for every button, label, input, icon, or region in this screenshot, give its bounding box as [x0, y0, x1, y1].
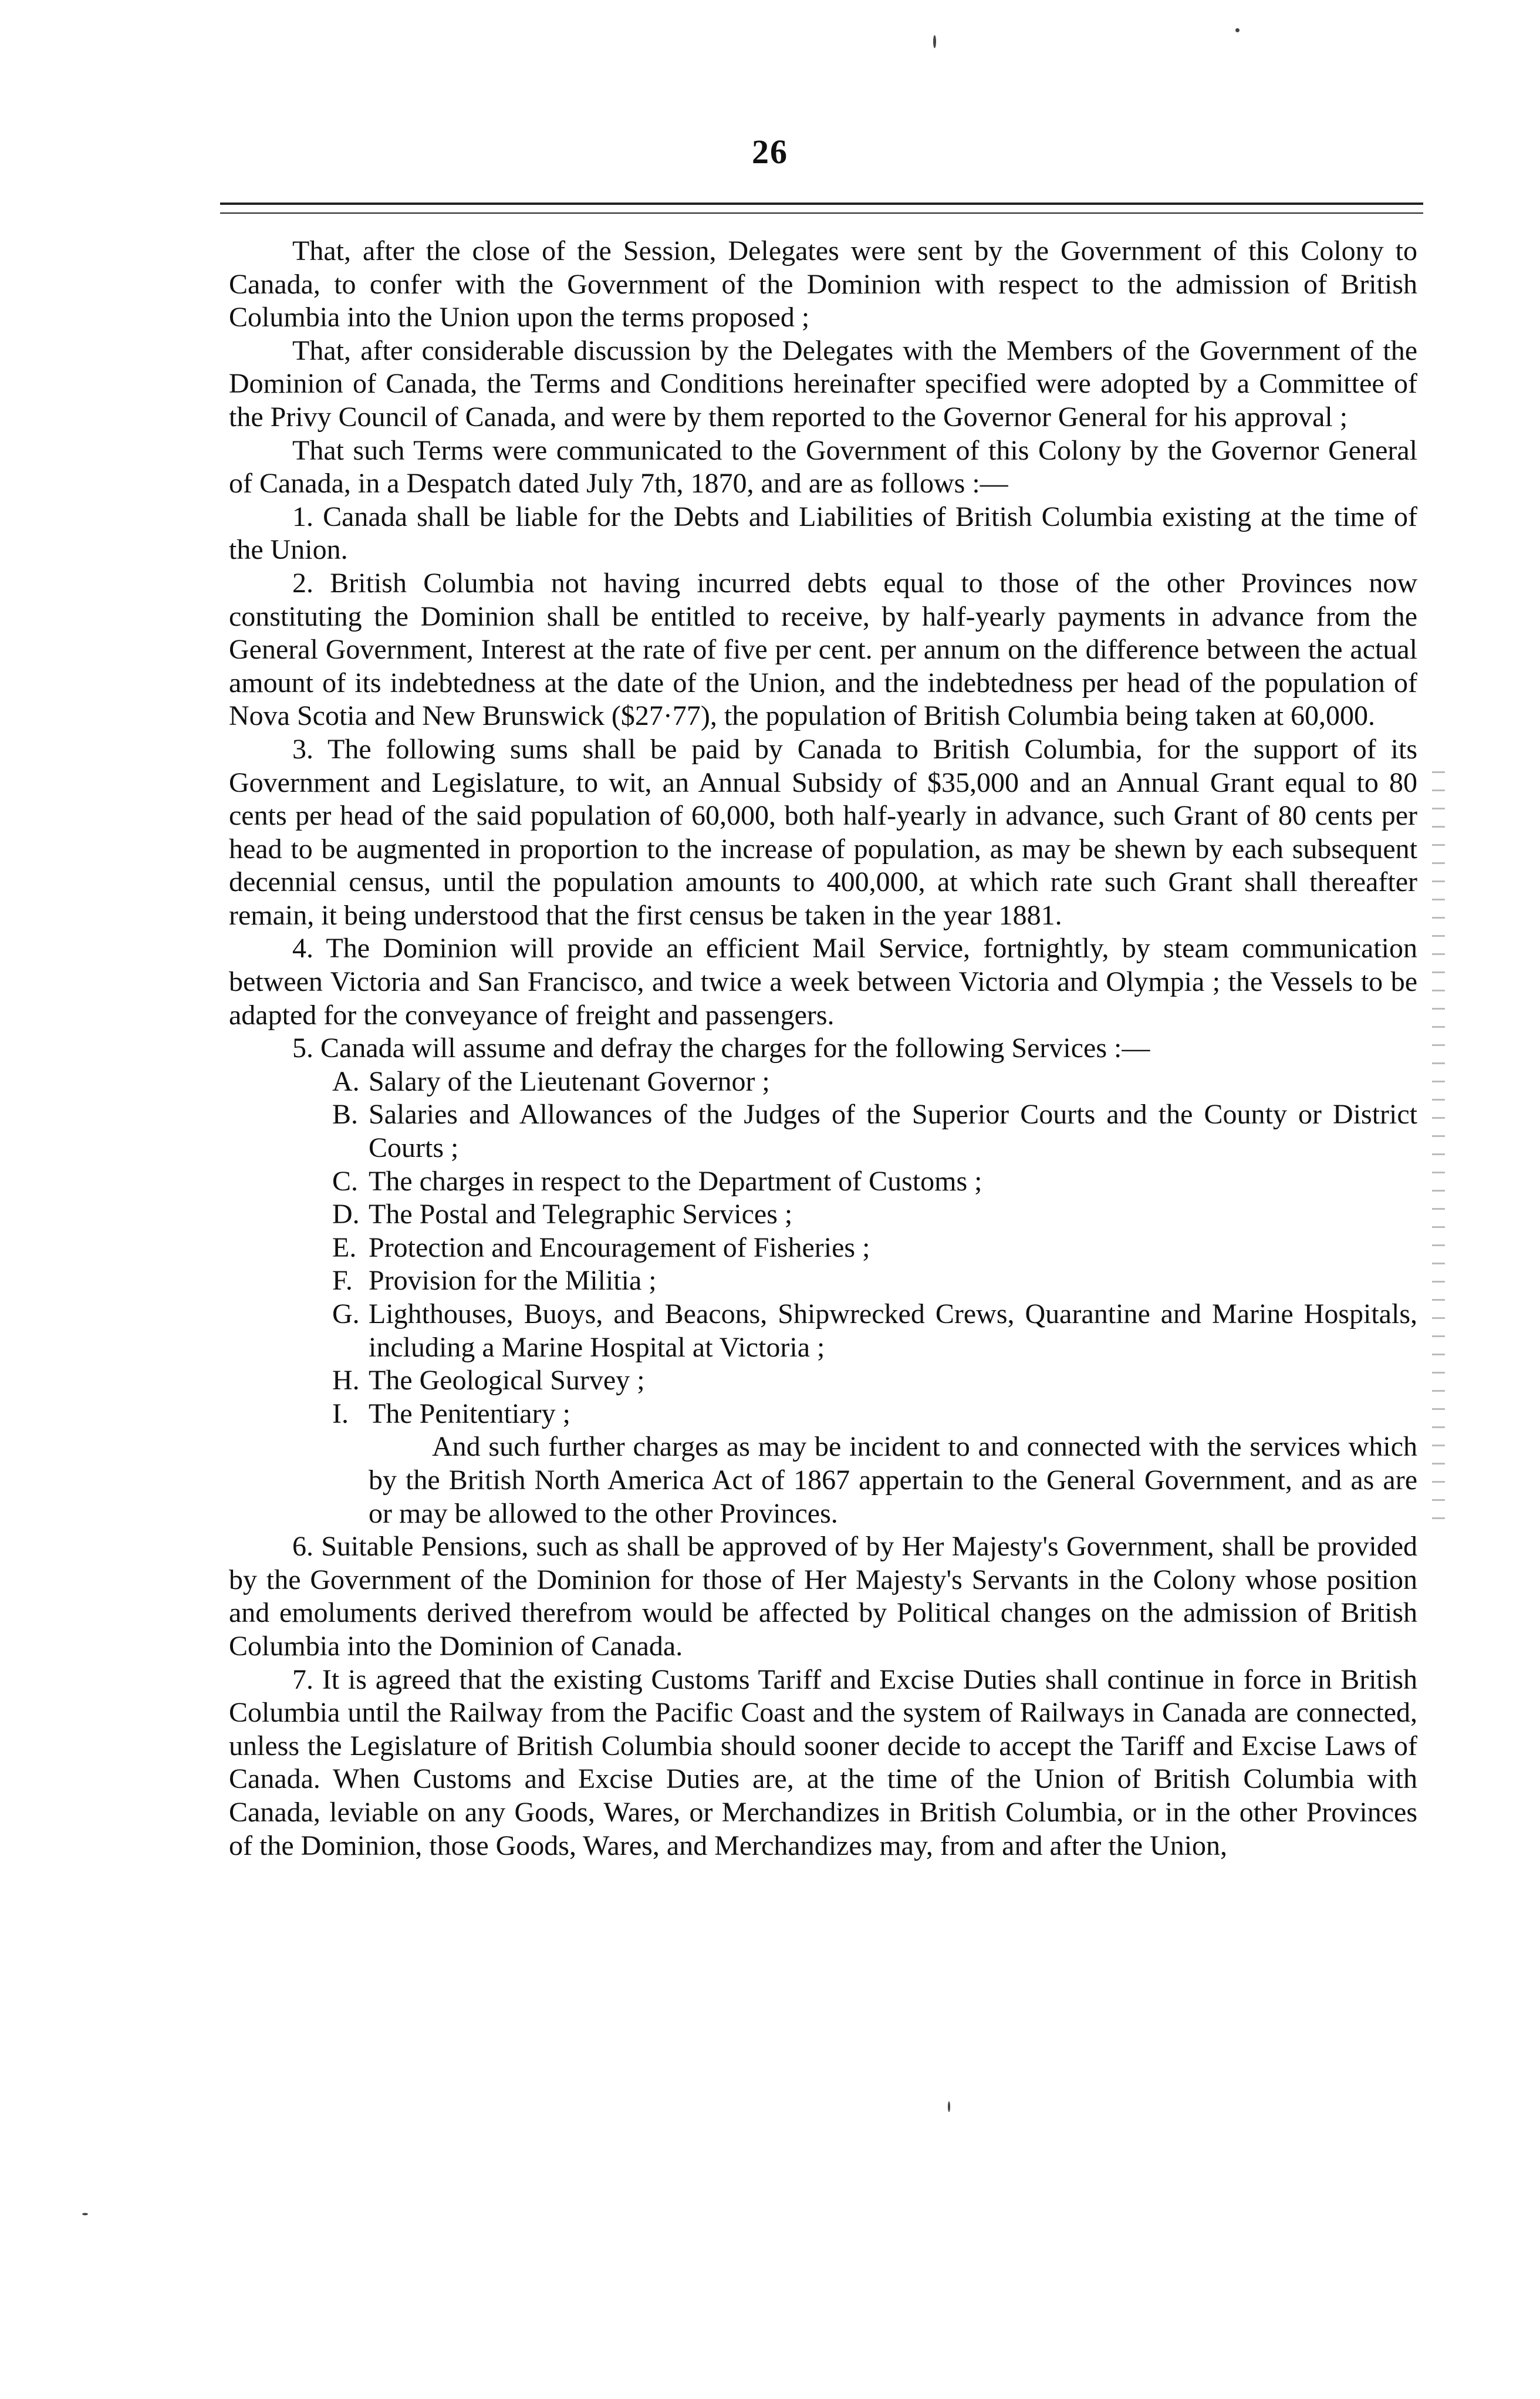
- service-item: [229, 1198, 1417, 1231]
- service-text: The charges in respect to the Department of Customs ;: [369, 1165, 982, 1197]
- service-letter: D.: [332, 1199, 360, 1230]
- scan-speck: [1235, 28, 1240, 32]
- service-letter: H.: [332, 1365, 360, 1396]
- service-text: Salaries and Allowances of the Judges of the Superior Courts and the County or District Courts ;: [369, 1099, 1417, 1164]
- term-4-mail-service: 4. The Dominion will provide an efficient Mail Service, fortnightly, by steam communication between Victoria and San Francisco, and twice a week between Victoria and Olympia ; the Vessels to be adapted for the conveyance of freight and passengers.: [229, 933, 1417, 1031]
- service-letter: C.: [332, 1165, 359, 1197]
- paragraph-terms-communicated: That such Terms were communicated to the Government of this Colony by the Governor General of Canada, in a Despatch dated July 7th, 1870, and are as follows :—: [229, 434, 1417, 500]
- service-item: [229, 1098, 1417, 1165]
- service-item: [229, 1165, 1417, 1199]
- term-6-pensions: 6. Suitable Pensions, such as shall be approved of by Her Majesty's Government, shall be provided by the Government of the Dominion for those of Her Majesty's Servants in the Colony whose position and emoluments derived therefrom would be affected by Political changes on the admission of British Columbia into the Dominion of Canada.: [229, 1531, 1417, 1662]
- service-text: Protection and Encouragement of Fisheries ;: [369, 1231, 870, 1263]
- service-letter: B.: [332, 1099, 359, 1131]
- service-text: Salary of the Lieutenant Governor ;: [369, 1065, 770, 1097]
- term-3-subsidy: 3. The following sums shall be paid by Canada to British Columbia, for the support of its Government and Legislature, to wit, an Annual Subsidy of $35,000 and an Annual Grant equal to 80 cents per head of the said population of 60,000, both half-yearly in advance, such Grant of 80 cents per head to be augmented in proportion to the increase of population, as may be shewn by each subsequent decennial census, until the population amounts to 400,000, at which rate such Grant shall thereafter remain, it being understood that the first census be taken in the year 1881.: [229, 733, 1417, 931]
- service-text: The Penitentiary ;: [369, 1398, 570, 1429]
- scan-speck: [933, 35, 936, 48]
- header-rule-thick: [220, 203, 1423, 205]
- service-letter: I.: [332, 1398, 349, 1429]
- scan-speck: [948, 2101, 950, 2112]
- scan-speck: [82, 2213, 88, 2215]
- paragraph-terms-adopted: That, after considerable discussion by the Delegates with the Members of the Government of the Dominion of Canada, the Terms and Conditions hereinafter specified were adopted by a Committee of the Privy Council of Canada, and were by them reported to the Governor General for his approval ;: [229, 335, 1417, 433]
- service-item: [229, 1231, 1417, 1265]
- service-item: [229, 1364, 1417, 1398]
- service-letter: F.: [332, 1265, 353, 1297]
- term-1-debts: 1. Canada shall be liable for the Debts and Liabilities of British Columbia existing at the time of the Union.: [229, 501, 1417, 566]
- service-text: Provision for the Militia ;: [369, 1265, 657, 1297]
- service-letter: G.: [332, 1298, 360, 1330]
- header-rule-thin: [220, 212, 1423, 214]
- page-number: 26: [752, 133, 788, 171]
- term-2-interest: 2. British Columbia not having incurred debts equal to those of the other Provinces now constituting the Dominion shall be entitled to receive, by half-yearly payments in advance from the General Government, Interest at the rate of five per cent. per annum on the difference between the actual amount of its indebtedness at the date of the Union, and the indebtedness per head of the population of Nova Scotia and New Brunswick ($27·77), the population of British Columbia being taken at 60,000.: [229, 567, 1417, 732]
- service-item: [229, 1264, 1417, 1298]
- service-item: [229, 1398, 1417, 1431]
- service-text: The Postal and Telegraphic Services ;: [369, 1199, 793, 1230]
- services-list: [229, 1065, 1417, 1431]
- service-letter: E.: [332, 1231, 357, 1263]
- service-text: Lighthouses, Buoys, and Beacons, Shipwrecked Crews, Quarantine and Marine Hospitals, including a Marine Hospital at Victoria ;: [369, 1298, 1417, 1363]
- service-item: [229, 1065, 1417, 1099]
- document-body: [229, 235, 1417, 1862]
- service-text: The Geological Survey ;: [369, 1365, 645, 1396]
- paragraph-delegates-sent: That, after the close of the Session, Delegates were sent by the Government of this Colony to Canada, to confer with the Government of the Dominion with respect to the admission of British Columbia into the Union upon the terms proposed ;: [229, 235, 1417, 333]
- service-item: [229, 1298, 1417, 1364]
- service-letter: A.: [332, 1065, 360, 1097]
- services-further-charges: And such further charges as may be incident to and connected with the services which by the British North America Act of 1867 appertain to the General Government, and as are or may be allowed to the other Provinces.: [369, 1431, 1417, 1529]
- term-7-customs-tariff: 7. It is agreed that the existing Customs Tariff and Excise Duties shall continue in force in British Columbia until the Railway from the Pacific Coast and the system of Railways in Canada are connected, unless the Legislature of British Columbia should sooner decide to accept the Tariff and Excise Laws of Canada. When Customs and Excise Duties are, at the time of the Union of British Columbia with Canada, leviable on any Goods, Wares, or Merchandizes in British Columbia, or in the other Provinces of the Dominion, those Goods, Wares, and Merchandizes may, from and after the Union,: [229, 1664, 1417, 1861]
- term-5-intro: 5. Canada will assume and defray the charges for the following Services :—: [292, 1033, 1150, 1064]
- margin-scan-noise: [1432, 763, 1445, 1526]
